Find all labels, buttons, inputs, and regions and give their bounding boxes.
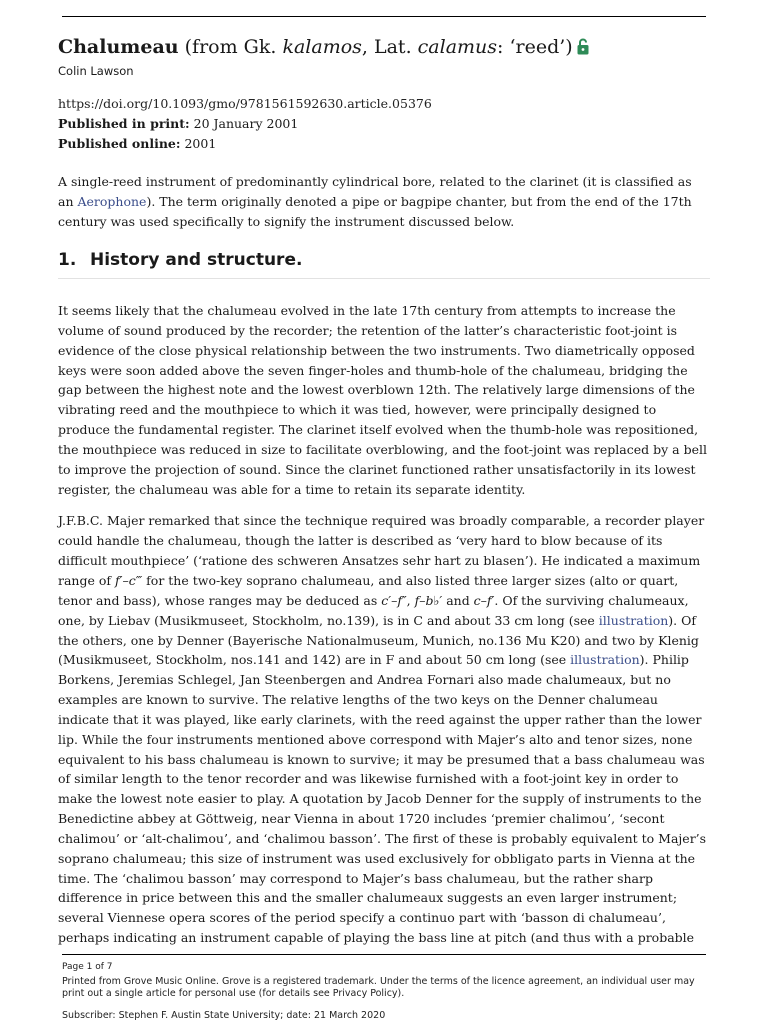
top-rule — [62, 16, 706, 17]
online-label: Published online: — [58, 136, 181, 151]
body-paragraph-2: J.F.B.C. Majer remarked that since the technique required was broadly comparable, a recorder player could handle the chalumeau, though the latter is described as ‘very hard to blow because of its difficult mouthpiece’ (‘ratione des schweren Ansatzes sehr hart zu blasen’). He indicated a maximum range of f′–c‴ for the two-key soprano chalumeau, and also listed three larger sizes (alto or quart, tenor and bass), whose ranges may be deduced as c′–f″, f–b♭′ and c–f′. Of the surviving chalumeaux, one, by Liebav (Musikmuseet, Stockholm, no.139), is in C and about 33 cm long (see illustration). Of the others, one by Denner (Bayerische Nationalmuseum, Munich, no.136 Mu K20) and two by Klenig (Musikmuseet, Stockholm, nos.141 and 142) are in F and about 50 cm long (see illustration). Philip Borkens, Jeremias Schlegel, Jan Steenbergen and Andrea Fornari also made chalumeaux, but no examples are known to survive. The relative lengths of the two keys on the Denner chalumeau indicate that it was played, like early clarinets, with the reed against the upper rather than the lower lip. While the four instruments mentioned above correspond with Majer’s alto and tenor sizes, none equivalent to his bass chalumeau is known to survive; it may be presumed that a bass chalumeau was of similar length to the tenor recorder and was likewise furnished with a foot-joint key in order to make the lowest note easier to play. A quotation by Jacob Denner for the supply of instruments to the Benedictine abbey at Göttweig, near Vienna in about 1720 includes ‘premier chalimou’, ‘secont chalimou’ or ‘alt-chalimou’, and ‘chalimou basson’. The first of these is probably equivalent to Majer’s soprano chalumeau; this size of instrument was used exclusively for obbligato parts in Vienna at the time. The ‘chalimou basson’ may correspond to Majer’s bass chalumeau, but the rather sharp difference in price between this and the smaller chalumeaux suggests an even larger instrument; several Viennese opera scores of the period specify a continuo part with ‘basson di chalumeau’, perhaps indicating an instrument capable of playing the bass line at pitch (and thus with a probable — [58, 513, 707, 946]
print-label: Published in print: — [58, 116, 190, 131]
print-date: 20 January 2001 — [189, 116, 299, 131]
section-number: 1. — [58, 250, 77, 270]
doi-link[interactable]: https://doi.org/10.1093/gmo/9781561592630.article.05376 — [58, 96, 432, 111]
title-etymology-mid: , Lat. — [361, 36, 418, 58]
range-tenor: f–b♭′ — [414, 592, 443, 608]
print-notice: Printed from Grove Music Online. Grove is a registered trademark. Under the terms of the licence agreement, an individual user may print out a single article for personal use (for details see Privacy Policy). — [62, 976, 695, 999]
aerophone-link[interactable]: Aerophone — [77, 194, 147, 209]
published-in-print — [58, 114, 710, 134]
section-heading — [58, 248, 710, 279]
author-name: Colin Lawson — [58, 64, 134, 78]
page-footer — [62, 954, 706, 1021]
title-greek: kalamos — [282, 36, 362, 58]
article-title — [58, 34, 710, 62]
range-alto: c′–f″ — [381, 592, 407, 608]
online-date: 2001 — [180, 136, 217, 151]
body-paragraph-1: It seems likely that the chalumeau evolved in the late 17th century from attempts to increase the volume of sound produced by the recorder; the retention of the latter’s characteristic foot-joint is evidence of the close physical relationship between the two instruments. Two diametrically opposed keys were soon added above the seven finger-holes and thumb-hole of the chalumeau, bridging the gap between the highest note and the lowest overblown 12th. The relatively large dimensions of the vibrating reed and the mouthpiece to which it was tied, however, were principally designed to produce the fundamental register. The clarinet itself evolved when the thumb-hole was repositioned, the mouthpiece was reduced in size to facilitate overblowing, and the foot-joint was replaced by a bell to improve the projection of sound. Since the clarinet functioned rather unsatisfactorily in its lowest register, the chalumeau was able for a time to retain its separate identity. — [58, 303, 707, 497]
subscriber-info: Subscriber: Stephen F. Austin State University; date: 21 March 2020 — [62, 1010, 386, 1021]
title-etymology: (from Gk. — [178, 36, 283, 58]
title-latin: calamus — [417, 36, 498, 58]
title-etymology-end: : ‘reed’) — [497, 36, 573, 58]
range-bass: c–f′ — [473, 592, 495, 608]
section-title: History and structure. — [90, 250, 303, 270]
illustration-link-1[interactable]: illustration — [598, 612, 669, 628]
intro-paragraph: A single-reed instrument of predominantly cylindrical bore, related to the clarinet (it is classified as an Aerophone). The term originally denoted a pipe or bagpipe chanter, but from the end of the 17th century was used specifically to signify the instrument discussed below. — [58, 174, 692, 229]
illustration-link-2[interactable]: illustration — [570, 652, 640, 668]
publication-meta — [58, 94, 710, 154]
range-soprano: f′–c‴ — [114, 572, 143, 588]
article-content — [58, 34, 710, 948]
published-online — [58, 134, 710, 154]
title-headword: Chalumeau — [58, 36, 179, 58]
page-number: Page 1 of 7 — [62, 962, 113, 972]
open-access-lock-icon — [577, 36, 589, 62]
